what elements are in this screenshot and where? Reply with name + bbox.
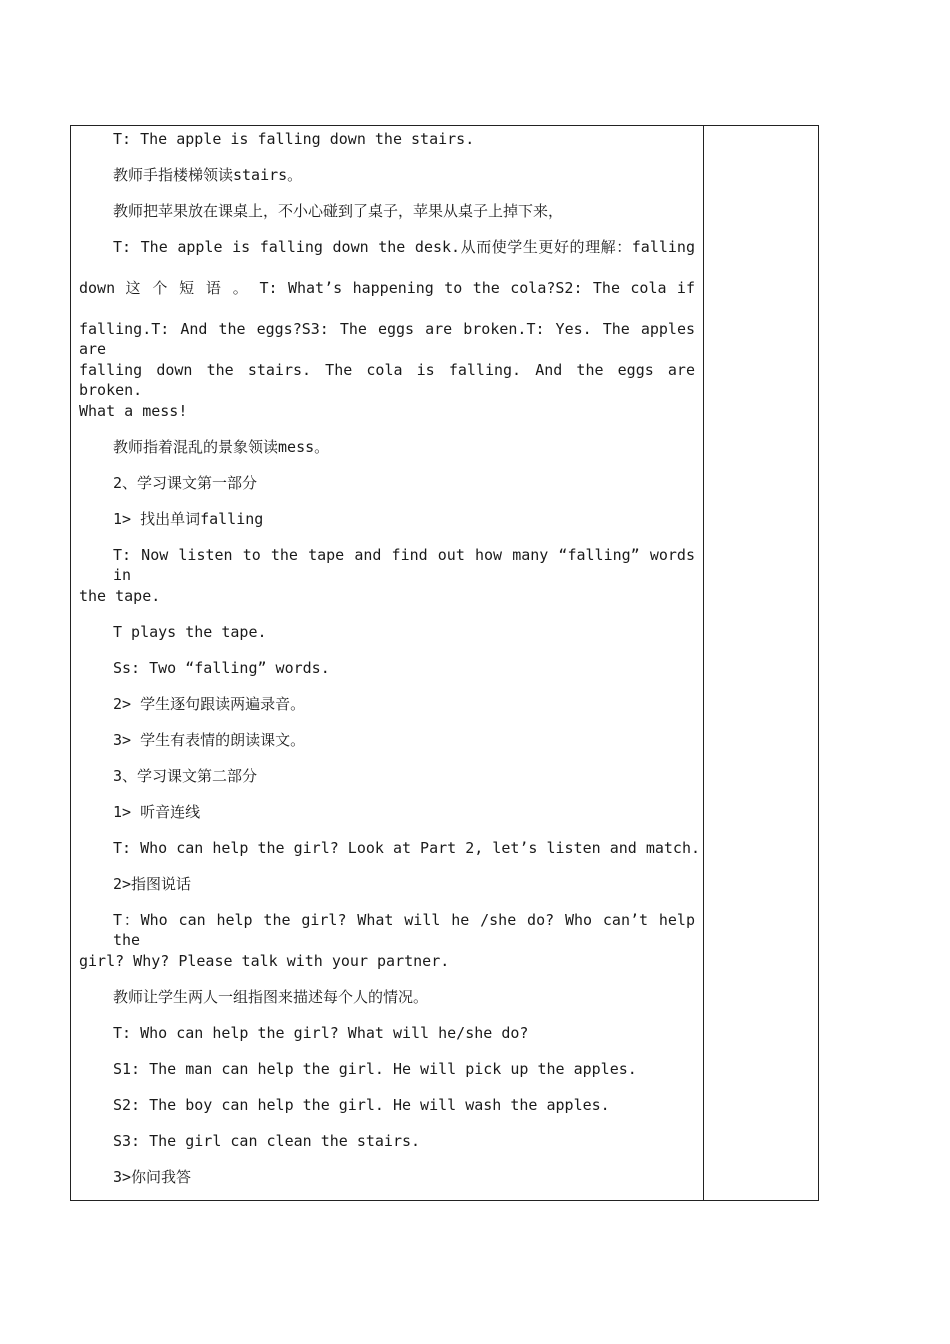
- text-line: 2> 学生逐句跟读两遍录音。: [113, 695, 306, 713]
- text-line: S3: The girl can clean the stairs.: [113, 1132, 421, 1150]
- text-line: 3> 学生有表情的朗读课文。: [113, 731, 306, 749]
- text-line: T: The apple is falling down the desk.从而使学生更好的理解：falling: [113, 238, 695, 256]
- text-line: T：Who can help the girl? What will he /she do? Who can’t help the: [113, 911, 695, 949]
- text-line: T: Who can help the girl? Look at Part 2, let’s listen and match.: [113, 839, 700, 857]
- text-line: 教师指着混乱的景象领读mess。: [113, 438, 330, 456]
- notes-cell: [705, 126, 818, 1200]
- text-line: falling.T: And the eggs?S3: The eggs are broken.T: Yes. The apples are: [79, 320, 695, 358]
- text-line: 3>你问我答: [113, 1168, 192, 1186]
- text-line: T: Now listen to the tape and find out how many “falling” words in: [113, 546, 695, 584]
- text-line: falling down the stairs. The cola is falling. And the eggs are broken.: [79, 361, 695, 399]
- text-line: down 这 个 短 语 。 T: What’s happening to the cola?S2: The cola if: [79, 279, 695, 297]
- lesson-table: [70, 125, 819, 1201]
- text-line: Ss: Two “falling” words.: [113, 659, 330, 677]
- column-divider: [703, 126, 704, 1200]
- text-line: T plays the tape.: [113, 623, 267, 641]
- text-line: 1> 听音连线: [113, 803, 201, 821]
- text-line: T: The apple is falling down the stairs.: [113, 130, 475, 148]
- text-line: 教师让学生两人一组指图来描述每个人的情况。: [113, 988, 429, 1006]
- text-line: the tape.: [79, 587, 161, 605]
- text-line: S2: The boy can help the girl. He will wash the apples.: [113, 1096, 610, 1114]
- text-line: What a mess!: [79, 402, 188, 420]
- text-line: 1> 找出单词falling: [113, 510, 264, 528]
- text-line: 教师把苹果放在课桌上，不小心碰到了桌子，苹果从桌子上掉下来，: [113, 202, 564, 220]
- text-line: 教师手指楼梯领读stairs。: [113, 166, 303, 184]
- text-line: 2>指图说话: [113, 875, 192, 893]
- section-heading: 2、学习课文第一部分: [113, 474, 258, 492]
- text-line: S1: The man can help the girl. He will pick up the apples.: [113, 1060, 637, 1078]
- text-line: T: Who can help the girl? What will he/she do?: [113, 1024, 529, 1042]
- text-line: girl? Why? Please talk with your partner.: [79, 952, 450, 970]
- section-heading: 3、学习课文第二部分: [113, 767, 258, 785]
